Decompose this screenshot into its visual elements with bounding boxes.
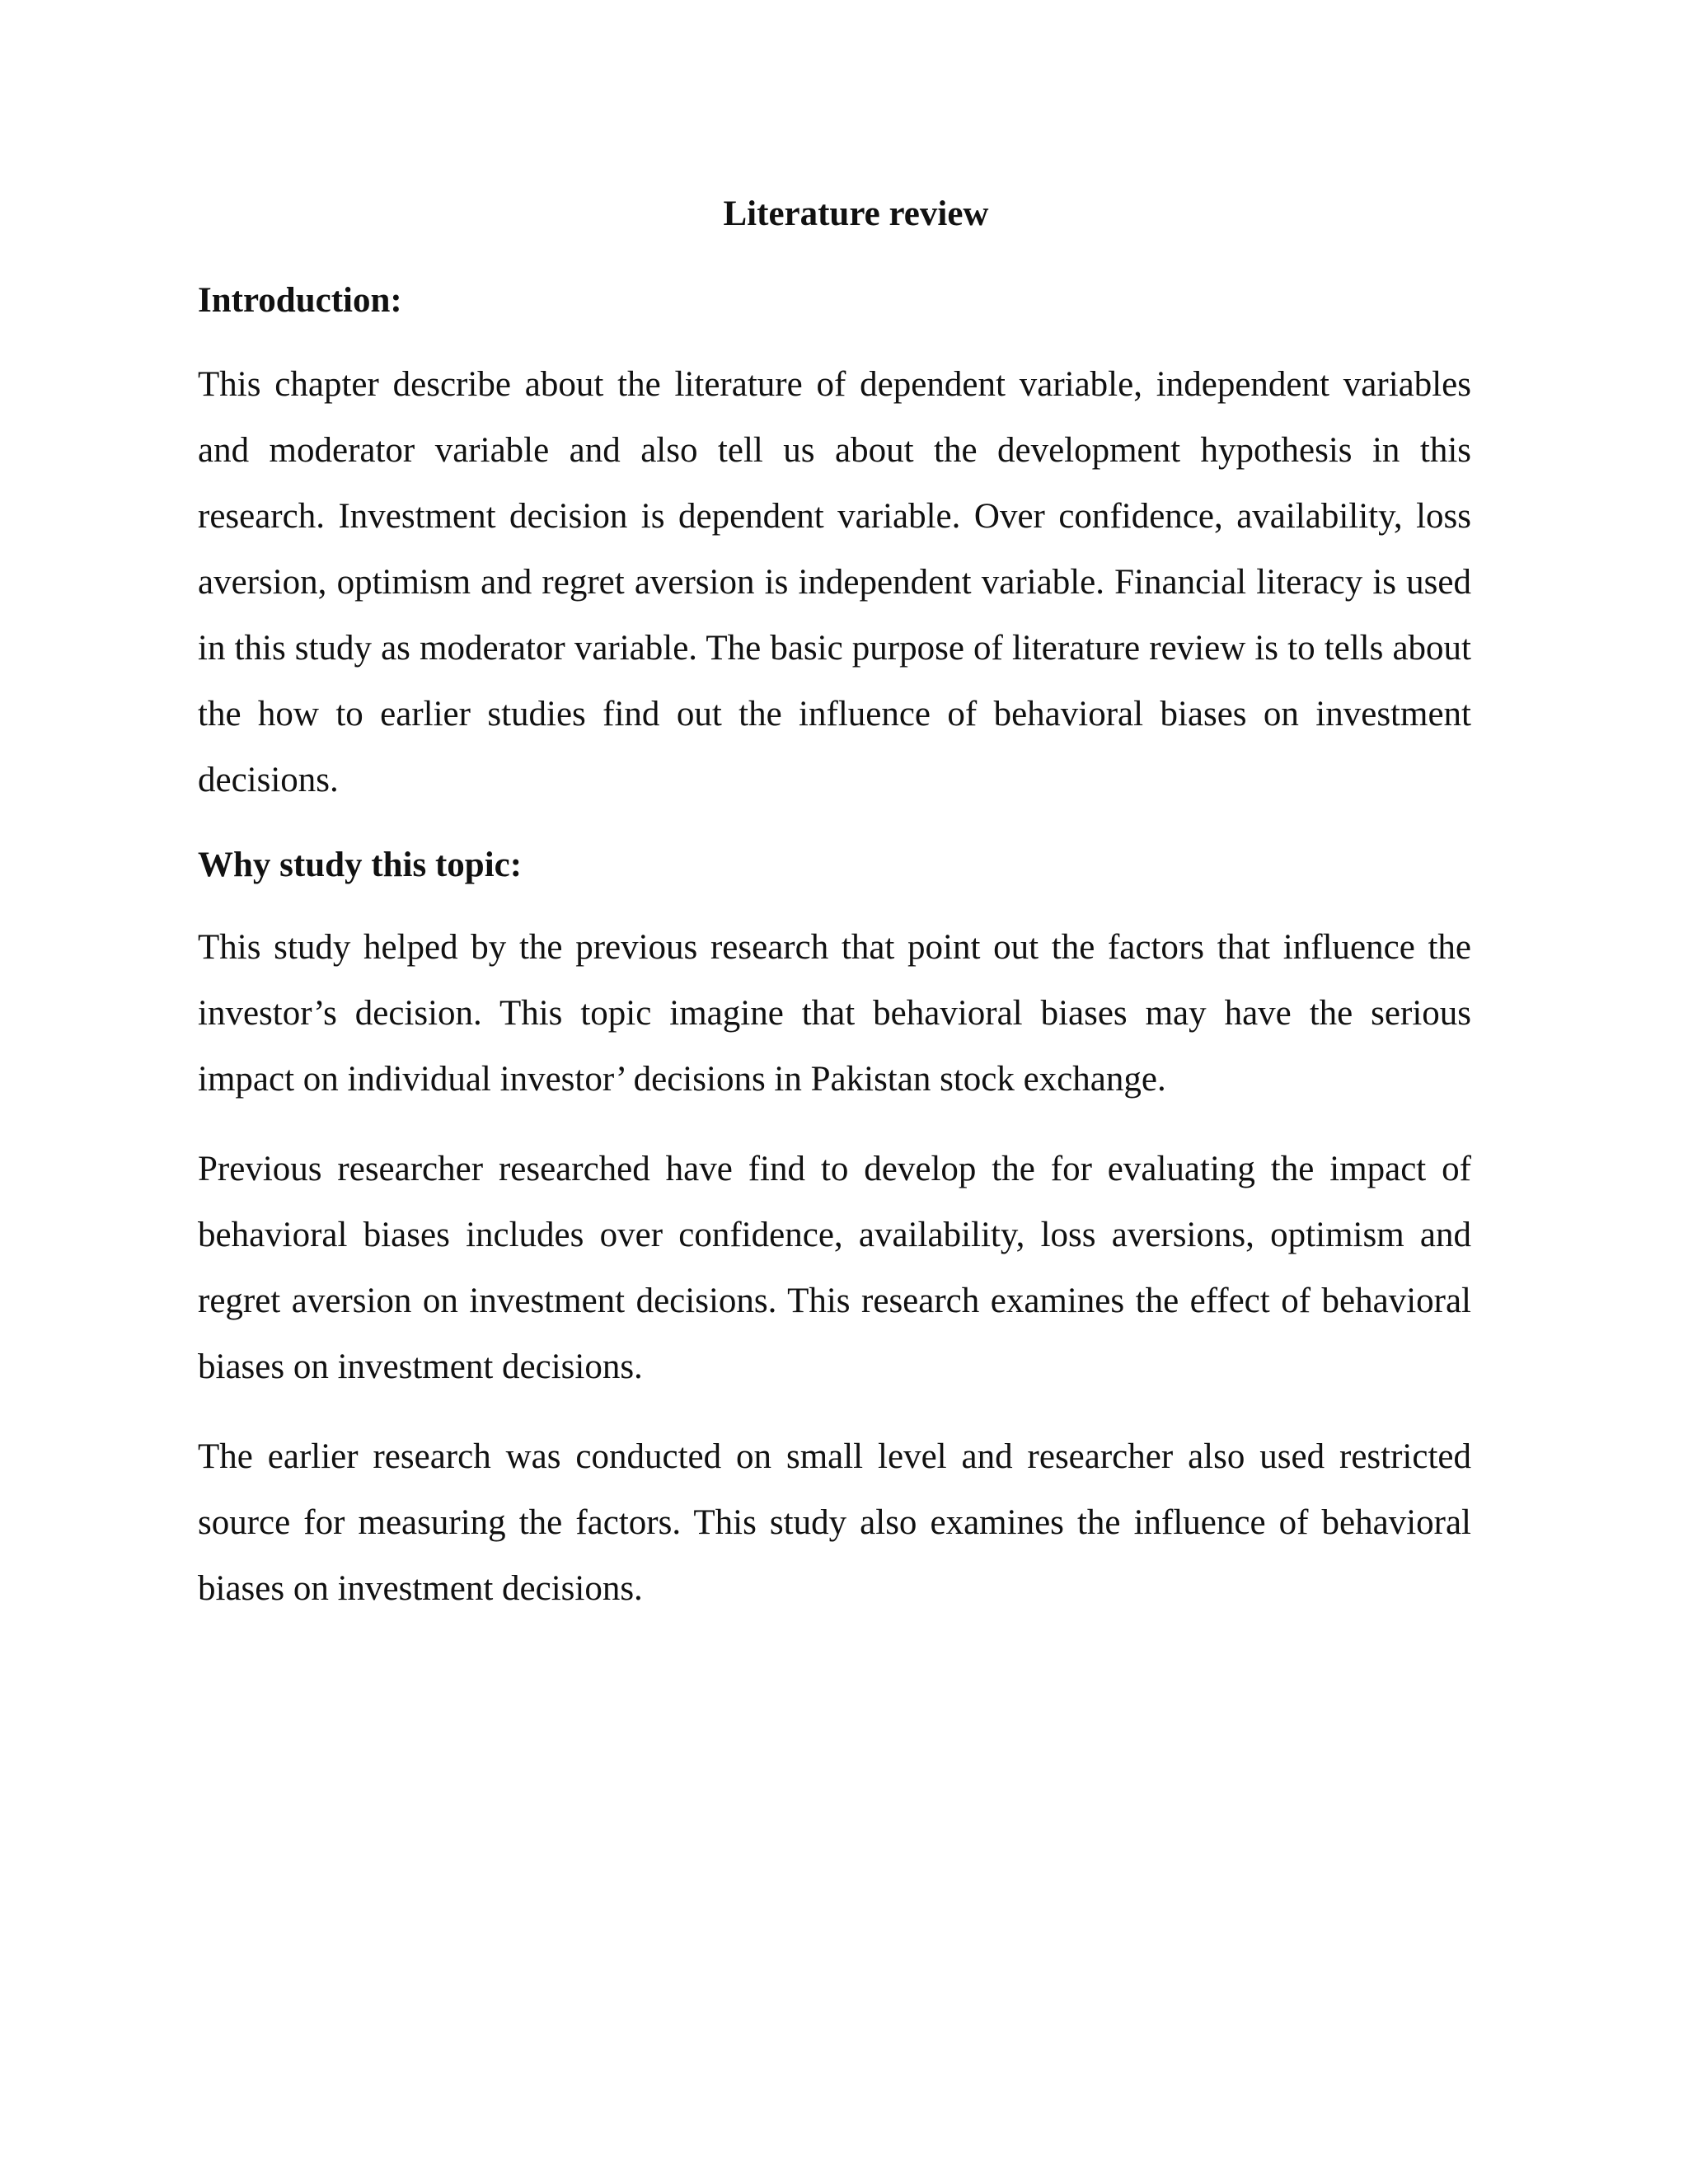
- paragraph-earlier-research: The earlier research was conducted on small level and researcher also used restricted source for measuring the factors. This study also examines the influence of behavioral biases on investment decisions.: [198, 1437, 1471, 1608]
- section-heading-why-study: Why study this topic:: [198, 846, 523, 884]
- section-heading-introduction: Introduction:: [198, 281, 402, 320]
- paragraph-why-study: This study helped by the previous research that point out the factors that influence the investor’s decision. This topic imagine that behavioral biases may have the serious impact on individual investor’ decisions in Pakistan stock exchange.: [198, 928, 1471, 1099]
- paragraph-previous-research: Previous researcher researched have find to develop the for evaluating the impact of behavioral biases includes over confidence, availability, loss aversions, optimism and regret aversion on investment decisions. This research examines the effect of behavioral biases on investment decisions.: [198, 1150, 1471, 1386]
- document-title: Literature review: [723, 194, 989, 233]
- document-body: [198, 188, 1471, 1622]
- paragraph-introduction: This chapter describe about the literature of dependent variable, independent variables and moderator variable and also tell us about the development hypothesis in this research. Investment decision is dependent variable. Over confidence, availability, loss aversion, optimism and regret aversion is independent variable. Financial literacy is used in this study as moderator variable. The basic purpose of literature review is to tells about the how to earlier studies find out the influence of behavioral biases on investment decisions.: [198, 365, 1471, 799]
